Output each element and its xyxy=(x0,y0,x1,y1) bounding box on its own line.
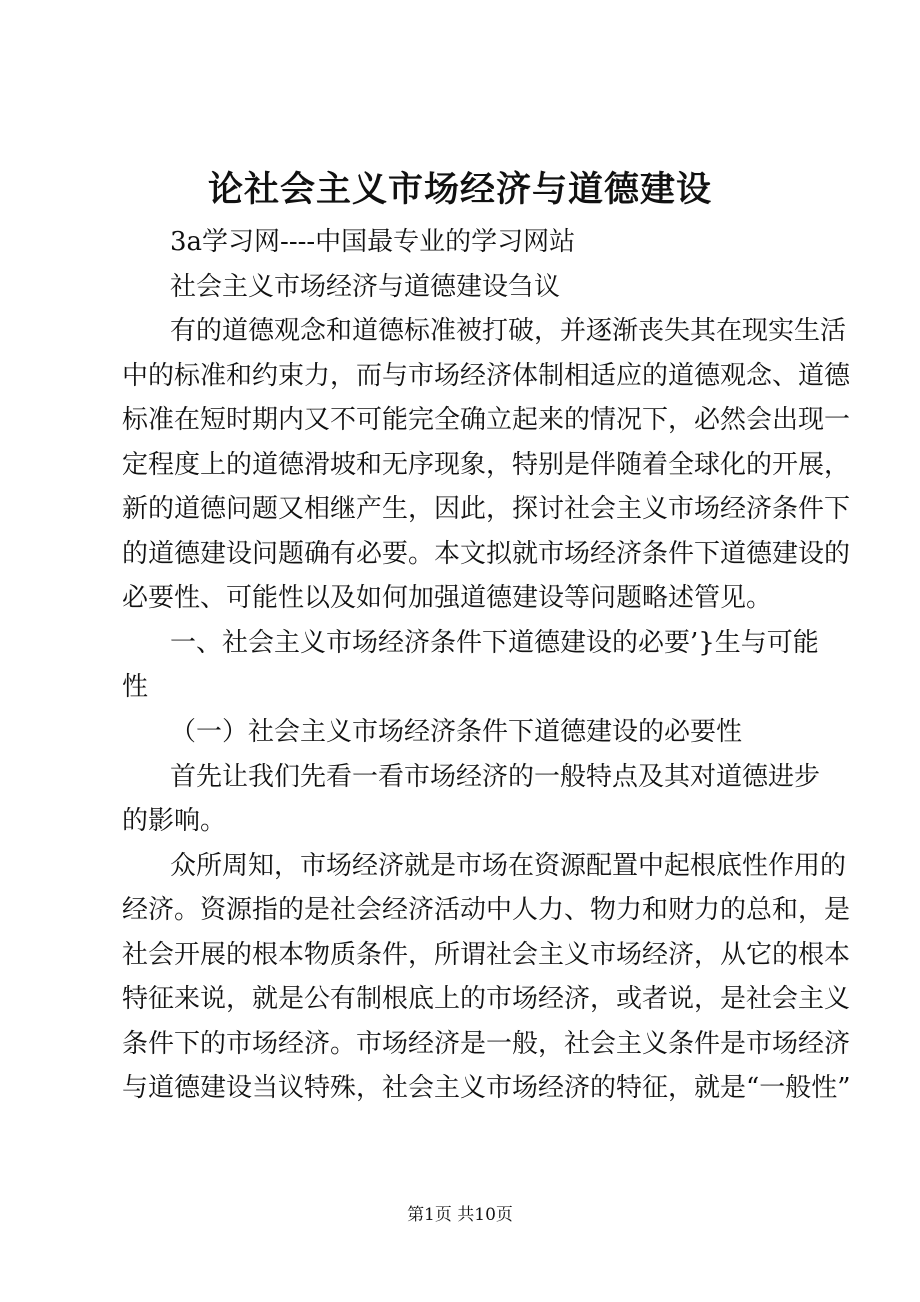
paragraph-line: 众所周知，市场经济就是市场在资源配置中起根底性作用的 xyxy=(170,850,847,881)
paragraph-line: 中的标准和约束力，而与市场经济体制相适应的道德观念、道德 xyxy=(122,360,851,391)
document-body xyxy=(122,220,851,1111)
paragraph-line: 社会开展的根本物质条件，所谓社会主义市场经济，从它的根本 xyxy=(122,939,851,970)
paragraph-line: 必要性、可能性以及如何加强道德建设等问题略述管见。 xyxy=(122,583,773,614)
section-heading: 一、社会主义市场经济条件下道德建设的必要’}生与可能 xyxy=(170,627,819,658)
paragraph-line: 经济。资源指的是社会经济活动中人力、物力和财力的总和，是 xyxy=(122,895,851,926)
paragraph-line: 定程度上的道德滑坡和无序现象，特别是伴随着全球化的开展， xyxy=(122,449,851,480)
paragraph-line: 有的道德观念和道德标准被打破，并逐渐丧失其在现实生活 xyxy=(170,316,847,347)
paragraph-line: 与道德建设当议特殊，社会主义市场经济的特征，就是“一般性” xyxy=(122,1073,851,1104)
document-title: 论社会主义市场经济与道德建设 xyxy=(207,170,712,210)
paragraph-line: 新的道德问题又相继产生，因此，探讨社会主义市场经济条件下 xyxy=(122,494,851,525)
subsection-heading: （一）社会主义市场经济条件下道德建设的必要性 xyxy=(170,717,743,748)
paragraph-line: 标准在短时期内又不可能完全确立起来的情况下，必然会出现一 xyxy=(122,405,851,436)
paragraph-line: 的影响。 xyxy=(122,806,227,837)
site-line: 3a学习网----中国最专业的学习网站 xyxy=(170,227,576,257)
paragraph-line: 特征来说，就是公有制根底上的市场经济，或者说，是社会主义 xyxy=(122,984,851,1015)
paragraph-line: 条件下的市场经济。市场经济是一般，社会主义条件是市场经济 xyxy=(122,1028,851,1059)
paragraph-line: 的道德建设问题确有必要。本文拟就市场经济条件下道德建设的 xyxy=(122,538,851,569)
section-heading-cont: 性 xyxy=(122,672,149,703)
page-number: 第1页 共10页 xyxy=(407,1205,513,1225)
subtitle: 社会主义市场经济与道德建设刍议 xyxy=(170,271,561,302)
paragraph-line: 首先让我们先看一看市场经济的一般特点及其对道德进步 xyxy=(170,761,821,792)
